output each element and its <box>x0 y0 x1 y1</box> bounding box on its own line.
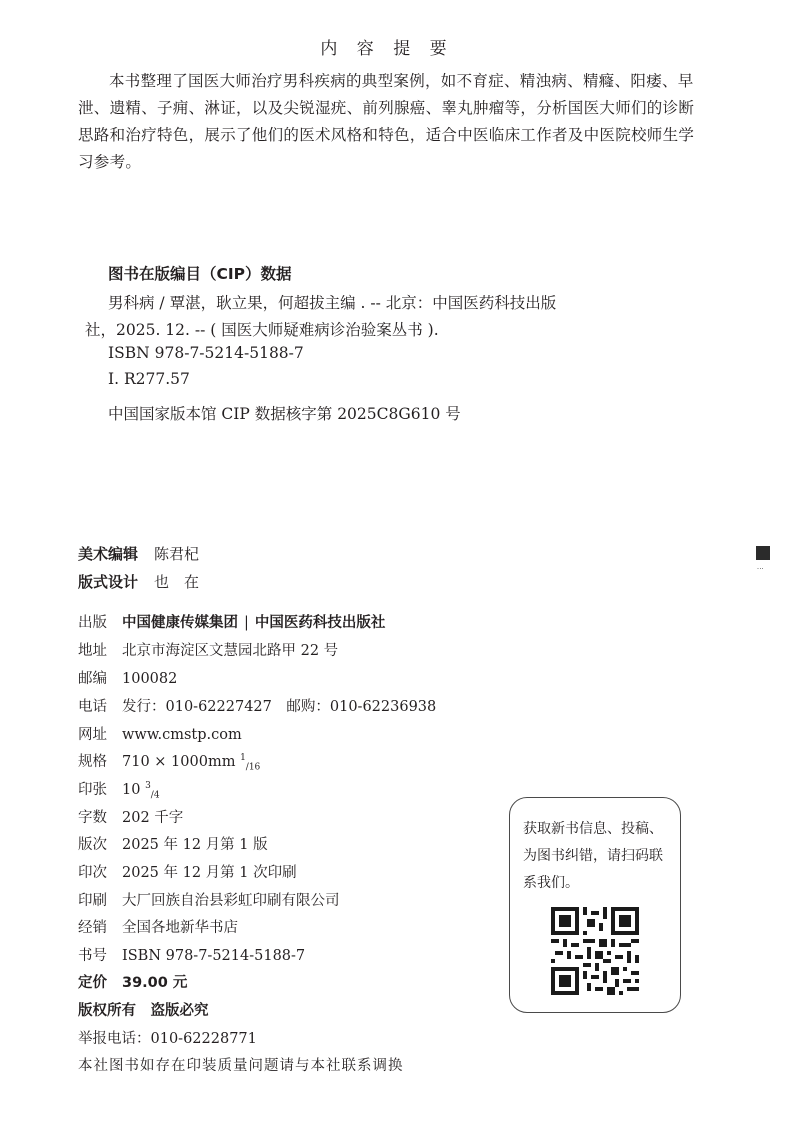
qr-code-icon[interactable] <box>551 904 639 998</box>
format-row <box>78 750 260 773</box>
art-editor-value: 陈君杞 <box>154 545 200 563</box>
art-editor-row <box>78 543 199 564</box>
cip-classification: Ⅰ. R277.57 <box>108 370 190 388</box>
phone-value: 发行：010-62227427 邮购：010-62236938 <box>122 699 437 715</box>
book-number-row <box>78 944 305 965</box>
layout-designer-label: 版式设计 <box>78 573 139 591</box>
publisher-group: 中国健康传媒集团 <box>122 615 238 631</box>
format-main: 710 × 1000mm <box>122 754 236 770</box>
copyright-notice: 版权所有 盗版必究 <box>78 1003 209 1019</box>
phone-label: 电话 <box>78 699 107 715</box>
summary-text: 本书整理了国医大师治疗男科疾病的典型案例，如不育症、精浊病、精癃、阳痿、早泄、遗精、子痈、淋证，以及尖锐湿疣、前列腺癌、睾丸肿瘤等，分析国医大师们的诊断思路和治疗特色，展示了他们的医术风格和特色，适合中医临床工作者及中医院校师生学习参考。 <box>78 72 695 171</box>
publisher-separator: | <box>244 615 249 631</box>
printer-label: 印刷 <box>78 893 107 909</box>
website-row <box>78 723 242 744</box>
publisher-label: 出版 <box>78 615 107 631</box>
sheets-sub: /4 <box>150 790 160 801</box>
words-value: 202 千字 <box>122 810 184 826</box>
side-mark-icon <box>756 546 770 560</box>
edition-value: 2025 年 12 月第 1 版 <box>122 837 268 853</box>
sheets-value <box>122 781 160 801</box>
words-row <box>78 806 183 827</box>
cip-line-1: 男科病 / 覃湛，耿立果，何超拔主编 . -- 北京：中国医药科技出版 <box>108 294 557 312</box>
distributor-row <box>78 916 238 937</box>
sheets-row <box>78 778 160 801</box>
edition-row <box>78 833 268 854</box>
publisher-name: 中国医药科技出版社 <box>254 615 386 631</box>
cip-line-2: 社，2025. 12. -- ( 国医大师疑难病诊治验案丛书 ). <box>85 321 439 339</box>
publisher-row <box>78 611 385 632</box>
printer-row <box>78 889 340 910</box>
layout-designer-row <box>78 571 199 592</box>
distributor-label: 经销 <box>78 920 107 936</box>
website-value[interactable]: www.cmstp.com <box>122 727 242 743</box>
sheets-label: 印张 <box>78 782 107 798</box>
report-phone: 举报电话：010-62228771 <box>78 1031 257 1047</box>
format-label: 规格 <box>78 754 107 770</box>
sheets-main: 10 <box>122 782 141 798</box>
format-sup: 1 <box>240 753 246 764</box>
address-row <box>78 639 338 660</box>
website-label: 网址 <box>78 727 107 743</box>
qr-box-text: 获取新书信息、投稿、为图书纠错，请扫码联系我们。 <box>523 821 663 891</box>
book-number-label: 书号 <box>78 948 107 964</box>
price-label: 定价 <box>78 975 107 991</box>
cip-title: 图书在版编目（CIP）数据 <box>108 265 292 283</box>
cip-isbn: ISBN 978-7-5214-5188-7 <box>108 344 304 362</box>
address-value: 北京市海淀区文慧园北路甲 22 号 <box>122 643 339 659</box>
printer-value: 大厂回族自治县彩虹印刷有限公司 <box>122 893 340 909</box>
price-value: 39.00 元 <box>122 975 188 991</box>
phone-row <box>78 695 436 716</box>
summary-heading: 内 容 提 要 <box>320 39 454 59</box>
printing-value: 2025 年 12 月第 1 次印刷 <box>122 865 297 881</box>
book-number-value: ISBN 978-7-5214-5188-7 <box>122 948 306 964</box>
layout-designer-value: 也 在 <box>154 573 200 591</box>
printing-row <box>78 861 297 882</box>
printing-label: 印次 <box>78 865 107 881</box>
quality-notice: 本社图书如存在印装质量问题请与本社联系调换 <box>78 1058 404 1074</box>
postcode-value: 100082 <box>122 671 178 687</box>
format-value <box>122 753 260 773</box>
sheets-sup: 3 <box>145 781 151 792</box>
cip-record-number: 中国国家版本馆 CIP 数据核字第 2025C8G610 号 <box>108 405 461 423</box>
format-sub: /16 <box>245 762 261 773</box>
words-label: 字数 <box>78 810 107 826</box>
price-row <box>78 971 187 992</box>
distributor-value: 全国各地新华书店 <box>122 920 238 936</box>
side-mark: ⋮ <box>756 565 764 572</box>
postcode-row <box>78 667 177 688</box>
address-label: 地址 <box>78 643 107 659</box>
postcode-label: 邮编 <box>78 671 107 687</box>
art-editor-label: 美术编辑 <box>78 545 139 563</box>
edition-label: 版次 <box>78 837 107 853</box>
